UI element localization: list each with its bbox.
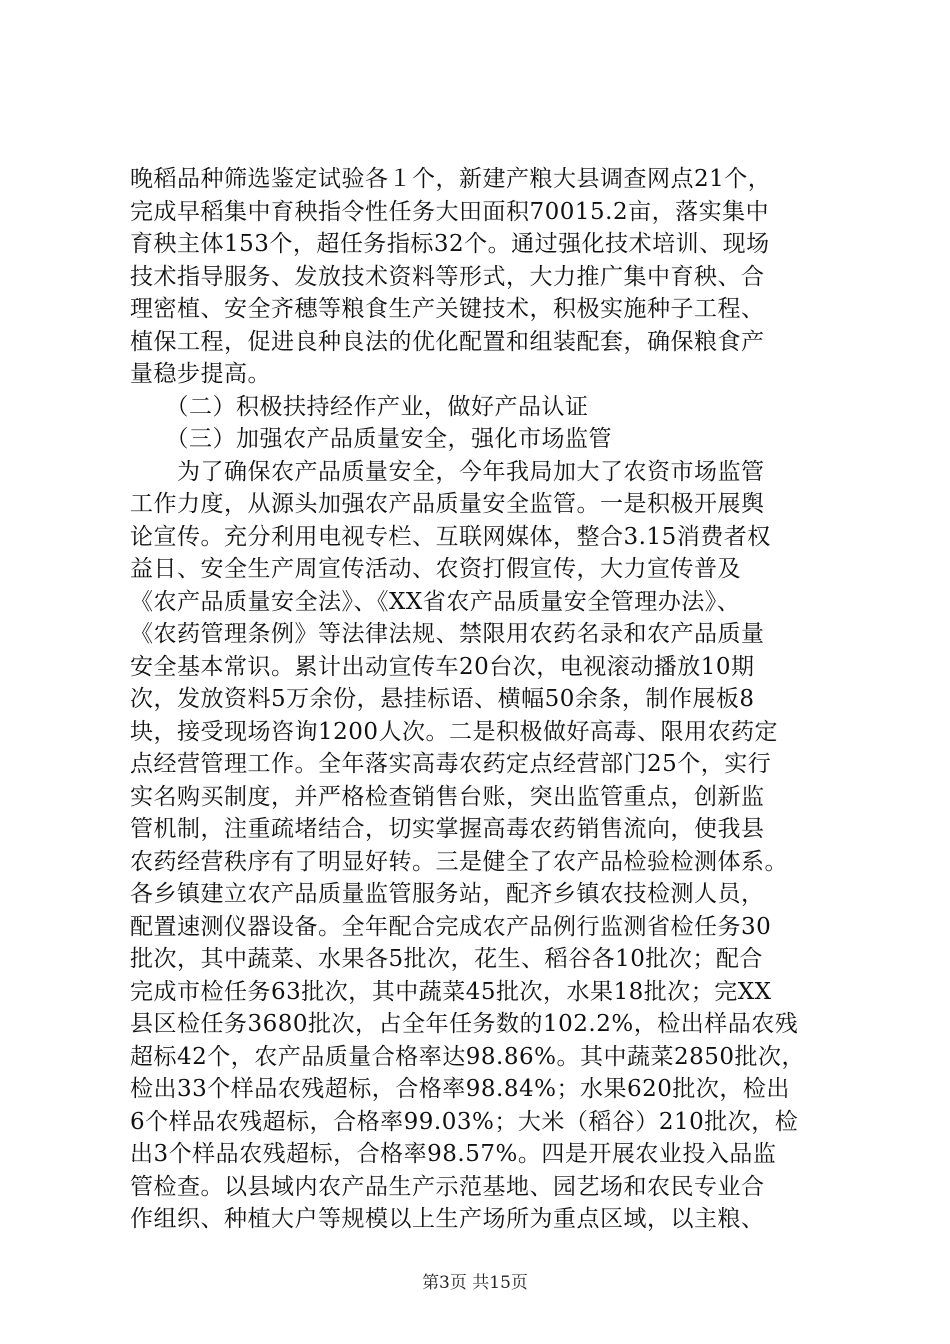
text-line: 配置速测仪器设备。全年配合完成农产品例行监测省检任务30 <box>130 913 772 940</box>
text-line: 《农产品质量安全法》、《XX省农产品质量安全管理办法》、 <box>130 588 741 615</box>
text-line: 晚稻品种筛选鉴定试验各１个，新建产粮大县调查网点21个， <box>130 166 772 192</box>
text-line: 块，接受现场咨询1200人次。二是积极做好高毒、限用农药定 <box>130 718 779 745</box>
text-line: 管机制，注重疏堵结合，切实掌握高毒农药销售流向，使我县 <box>130 816 765 842</box>
text-line: 管检查。以县域内农产品生产示范基地、园艺场和农民专业合 <box>130 1173 765 1200</box>
text-line: 出3个样品农残超标，合格率98.57%。四是开展农业投入品监 <box>130 1141 777 1167</box>
document-body <box>130 163 830 1236</box>
text-line: 点经营管理工作。全年落实高毒农药定点经营部门25个，实行 <box>130 751 772 777</box>
text-line: （三）加强农产品质量安全，强化市场监管 <box>130 426 612 452</box>
text-line: 为了确保农产品质量安全，今年我局加大了农资市场监管 <box>130 458 765 485</box>
text-line: 育秧主体153个，超任务指标32个。通过强化技术培训、现场 <box>130 231 770 257</box>
text-line: 量稳步提高。 <box>130 361 271 387</box>
text-line: 完成早稻集中育秧指令性任务大田面积70015.2亩，落实集中 <box>130 198 770 225</box>
text-line: 完成市检任务63批次，其中蔬菜45批次，水果18批次；完XX <box>130 978 772 1005</box>
text-line: 论宣传。充分利用电视专栏、互联网媒体，整合3.15消费者权 <box>130 523 771 550</box>
text-line: 农药经营秩序有了明显好转。三是健全了农产品检验检测体系。 <box>130 848 788 875</box>
text-line: 超标42个，农产品质量合格率达98.86%。其中蔬菜2850批次， <box>130 1043 805 1070</box>
text-line: 次，发放资料5万余份，悬挂标语、横幅50余条，制作展板8 <box>130 686 755 712</box>
text-line: 益日、安全生产周宣传活动、农资打假宣传，大力宣传普及 <box>130 556 741 582</box>
text-line: 6个样品农残超标，合格率99.03%；大米（稻谷）210批次，检 <box>130 1108 799 1135</box>
text-line: 检出33个样品农残超标，合格率98.84%；水果620批次，检出 <box>130 1076 790 1102</box>
text-line: 各乡镇建立农产品质量监管服务站，配齐乡镇农技检测人员， <box>130 881 765 907</box>
text-line: 县区检任务3680批次，占全年任务数的102.2%，检出样品农残 <box>130 1011 799 1037</box>
text-line: 工作力度，从源头加强农产品质量安全监管。一是积极开展舆 <box>130 491 765 517</box>
text-line: 技术指导服务、发放技术资料等形式，大力推广集中育秧、合 <box>130 263 765 290</box>
text-line: 安全基本常识。累计出动宣传车20台次，电视滚动播放10期 <box>130 653 755 680</box>
text-line: 理密植、安全齐穗等粮食生产关键技术，积极实施种子工程、 <box>130 296 765 322</box>
page-footer: 第3页 共15页 <box>422 1273 528 1293</box>
text-line: 实名购买制度，并严格检查销售台账，突出监管重点，创新监 <box>130 783 765 810</box>
text-line: （二）积极扶持经作产业，做好产品认证 <box>130 393 589 420</box>
text-line: 作组织、种植大户等规模以上生产场所为重点区域，以主粮、 <box>130 1206 765 1232</box>
text-line: 批次，其中蔬菜、水果各5批次，花生、稻谷各10批次；配合 <box>130 946 763 972</box>
text-line: 《农药管理条例》等法律法规、禁限用农药名录和农产品质量 <box>130 621 765 647</box>
text-line: 植保工程，促进良种良法的优化配置和组装配套，确保粮食产 <box>130 328 765 355</box>
